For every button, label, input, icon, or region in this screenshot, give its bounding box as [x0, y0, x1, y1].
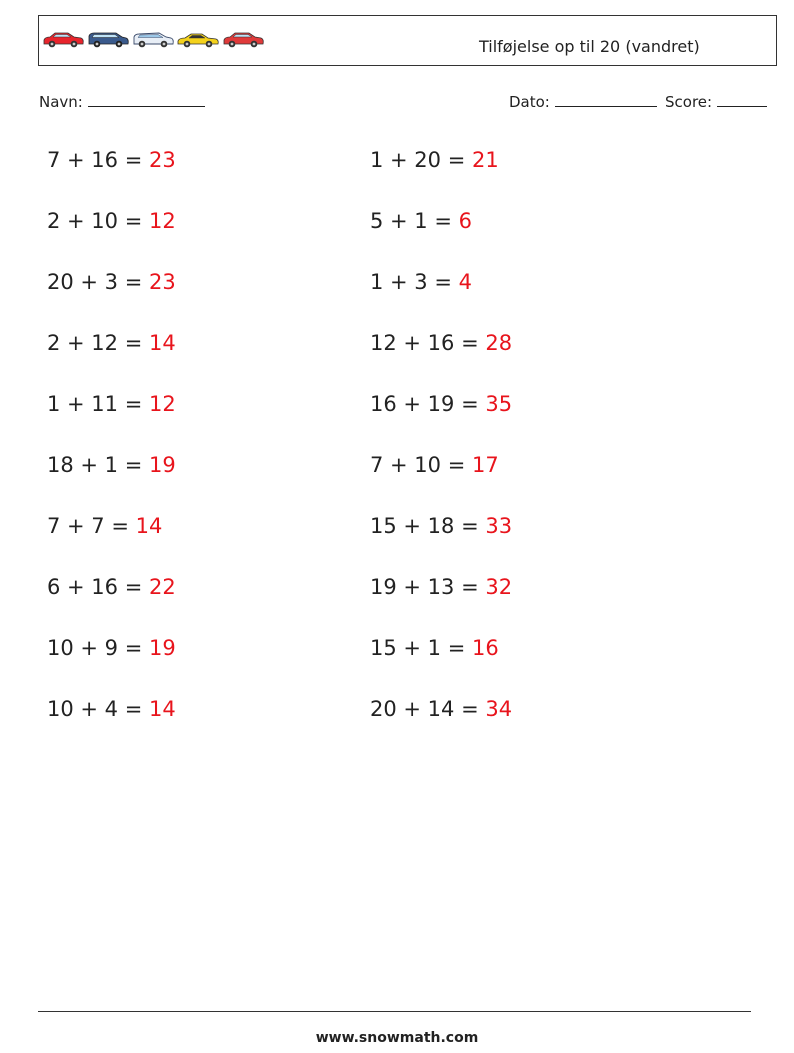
name-blank[interactable] — [88, 92, 205, 107]
name-field[interactable] — [39, 92, 205, 111]
problem-left-6 — [47, 453, 176, 477]
score-label: Score: — [665, 93, 713, 111]
problem-answer: 4 — [458, 270, 472, 294]
problem-right-3 — [370, 270, 472, 294]
problem-expression: 6 + 16 = — [47, 575, 149, 599]
navy-car-icon — [86, 30, 130, 50]
problem-answer: 12 — [148, 392, 176, 416]
date-label: Dato: — [509, 93, 550, 111]
problem-expression: 2 + 12 = — [47, 331, 149, 355]
red-car-icon — [41, 30, 85, 50]
red-car-icon — [221, 30, 265, 50]
name-label: Navn: — [39, 93, 83, 111]
problem-left-3 — [47, 270, 176, 294]
problem-right-6 — [370, 453, 499, 477]
problem-expression: 1 + 20 = — [370, 148, 472, 172]
problem-expression: 18 + 1 = — [47, 453, 149, 477]
problem-expression: 15 + 1 = — [370, 636, 472, 660]
problem-expression: 12 + 16 = — [370, 331, 486, 355]
problem-expression: 20 + 3 = — [47, 270, 149, 294]
problem-answer: 32 — [485, 575, 513, 599]
score-field[interactable] — [665, 92, 767, 111]
problem-left-4 — [47, 331, 176, 355]
problem-expression: 5 + 1 = — [370, 209, 459, 233]
problem-right-7 — [370, 514, 512, 538]
worksheet-title: Tilføjelse op til 20 (vandret) — [479, 37, 700, 56]
problem-expression: 16 + 19 = — [370, 392, 486, 416]
problem-answer: 22 — [148, 575, 176, 599]
problem-answer: 12 — [148, 209, 176, 233]
problem-expression: 1 + 11 = — [47, 392, 149, 416]
problem-answer: 14 — [135, 514, 163, 538]
problem-answer: 35 — [485, 392, 513, 416]
problem-expression: 7 + 7 = — [47, 514, 136, 538]
problem-right-10 — [370, 697, 512, 721]
date-blank[interactable] — [555, 92, 657, 107]
problem-expression: 7 + 16 = — [47, 148, 149, 172]
problem-right-1 — [370, 148, 499, 172]
problem-left-1 — [47, 148, 176, 172]
problem-expression: 7 + 10 = — [370, 453, 472, 477]
problem-answer: 14 — [148, 697, 176, 721]
score-blank[interactable] — [717, 92, 767, 107]
problem-expression: 10 + 4 = — [47, 697, 149, 721]
problem-left-2 — [47, 209, 176, 233]
problem-right-8 — [370, 575, 512, 599]
problem-right-4 — [370, 331, 512, 355]
problem-left-10 — [47, 697, 176, 721]
worksheet-header — [38, 15, 777, 66]
problem-expression: 19 + 13 = — [370, 575, 486, 599]
problem-answer: 14 — [148, 331, 176, 355]
problem-expression: 2 + 10 = — [47, 209, 149, 233]
problem-answer: 23 — [148, 270, 176, 294]
problem-answer: 19 — [148, 453, 176, 477]
problem-right-5 — [370, 392, 512, 416]
problem-right-9 — [370, 636, 499, 660]
problem-answer: 28 — [485, 331, 513, 355]
problem-answer: 6 — [458, 209, 472, 233]
problem-answer: 21 — [471, 148, 499, 172]
problem-left-9 — [47, 636, 176, 660]
problem-right-2 — [370, 209, 472, 233]
problem-answer: 16 — [471, 636, 499, 660]
problem-expression: 15 + 18 = — [370, 514, 486, 538]
yellow-car-icon — [176, 30, 220, 50]
problem-left-8 — [47, 575, 176, 599]
problem-answer: 33 — [485, 514, 513, 538]
problem-answer: 23 — [148, 148, 176, 172]
problem-left-7 — [47, 514, 162, 538]
problem-answer: 19 — [148, 636, 176, 660]
white-car-icon — [131, 30, 175, 50]
problem-answer: 34 — [485, 697, 513, 721]
problem-expression: 1 + 3 = — [370, 270, 459, 294]
date-field[interactable] — [509, 92, 657, 111]
footer-url: www.snowmath.com — [315, 1030, 479, 1046]
problem-expression: 10 + 9 = — [47, 636, 149, 660]
problem-expression: 20 + 14 = — [370, 697, 486, 721]
footer-divider — [38, 1011, 751, 1012]
problem-left-5 — [47, 392, 176, 416]
problem-answer: 17 — [471, 453, 499, 477]
